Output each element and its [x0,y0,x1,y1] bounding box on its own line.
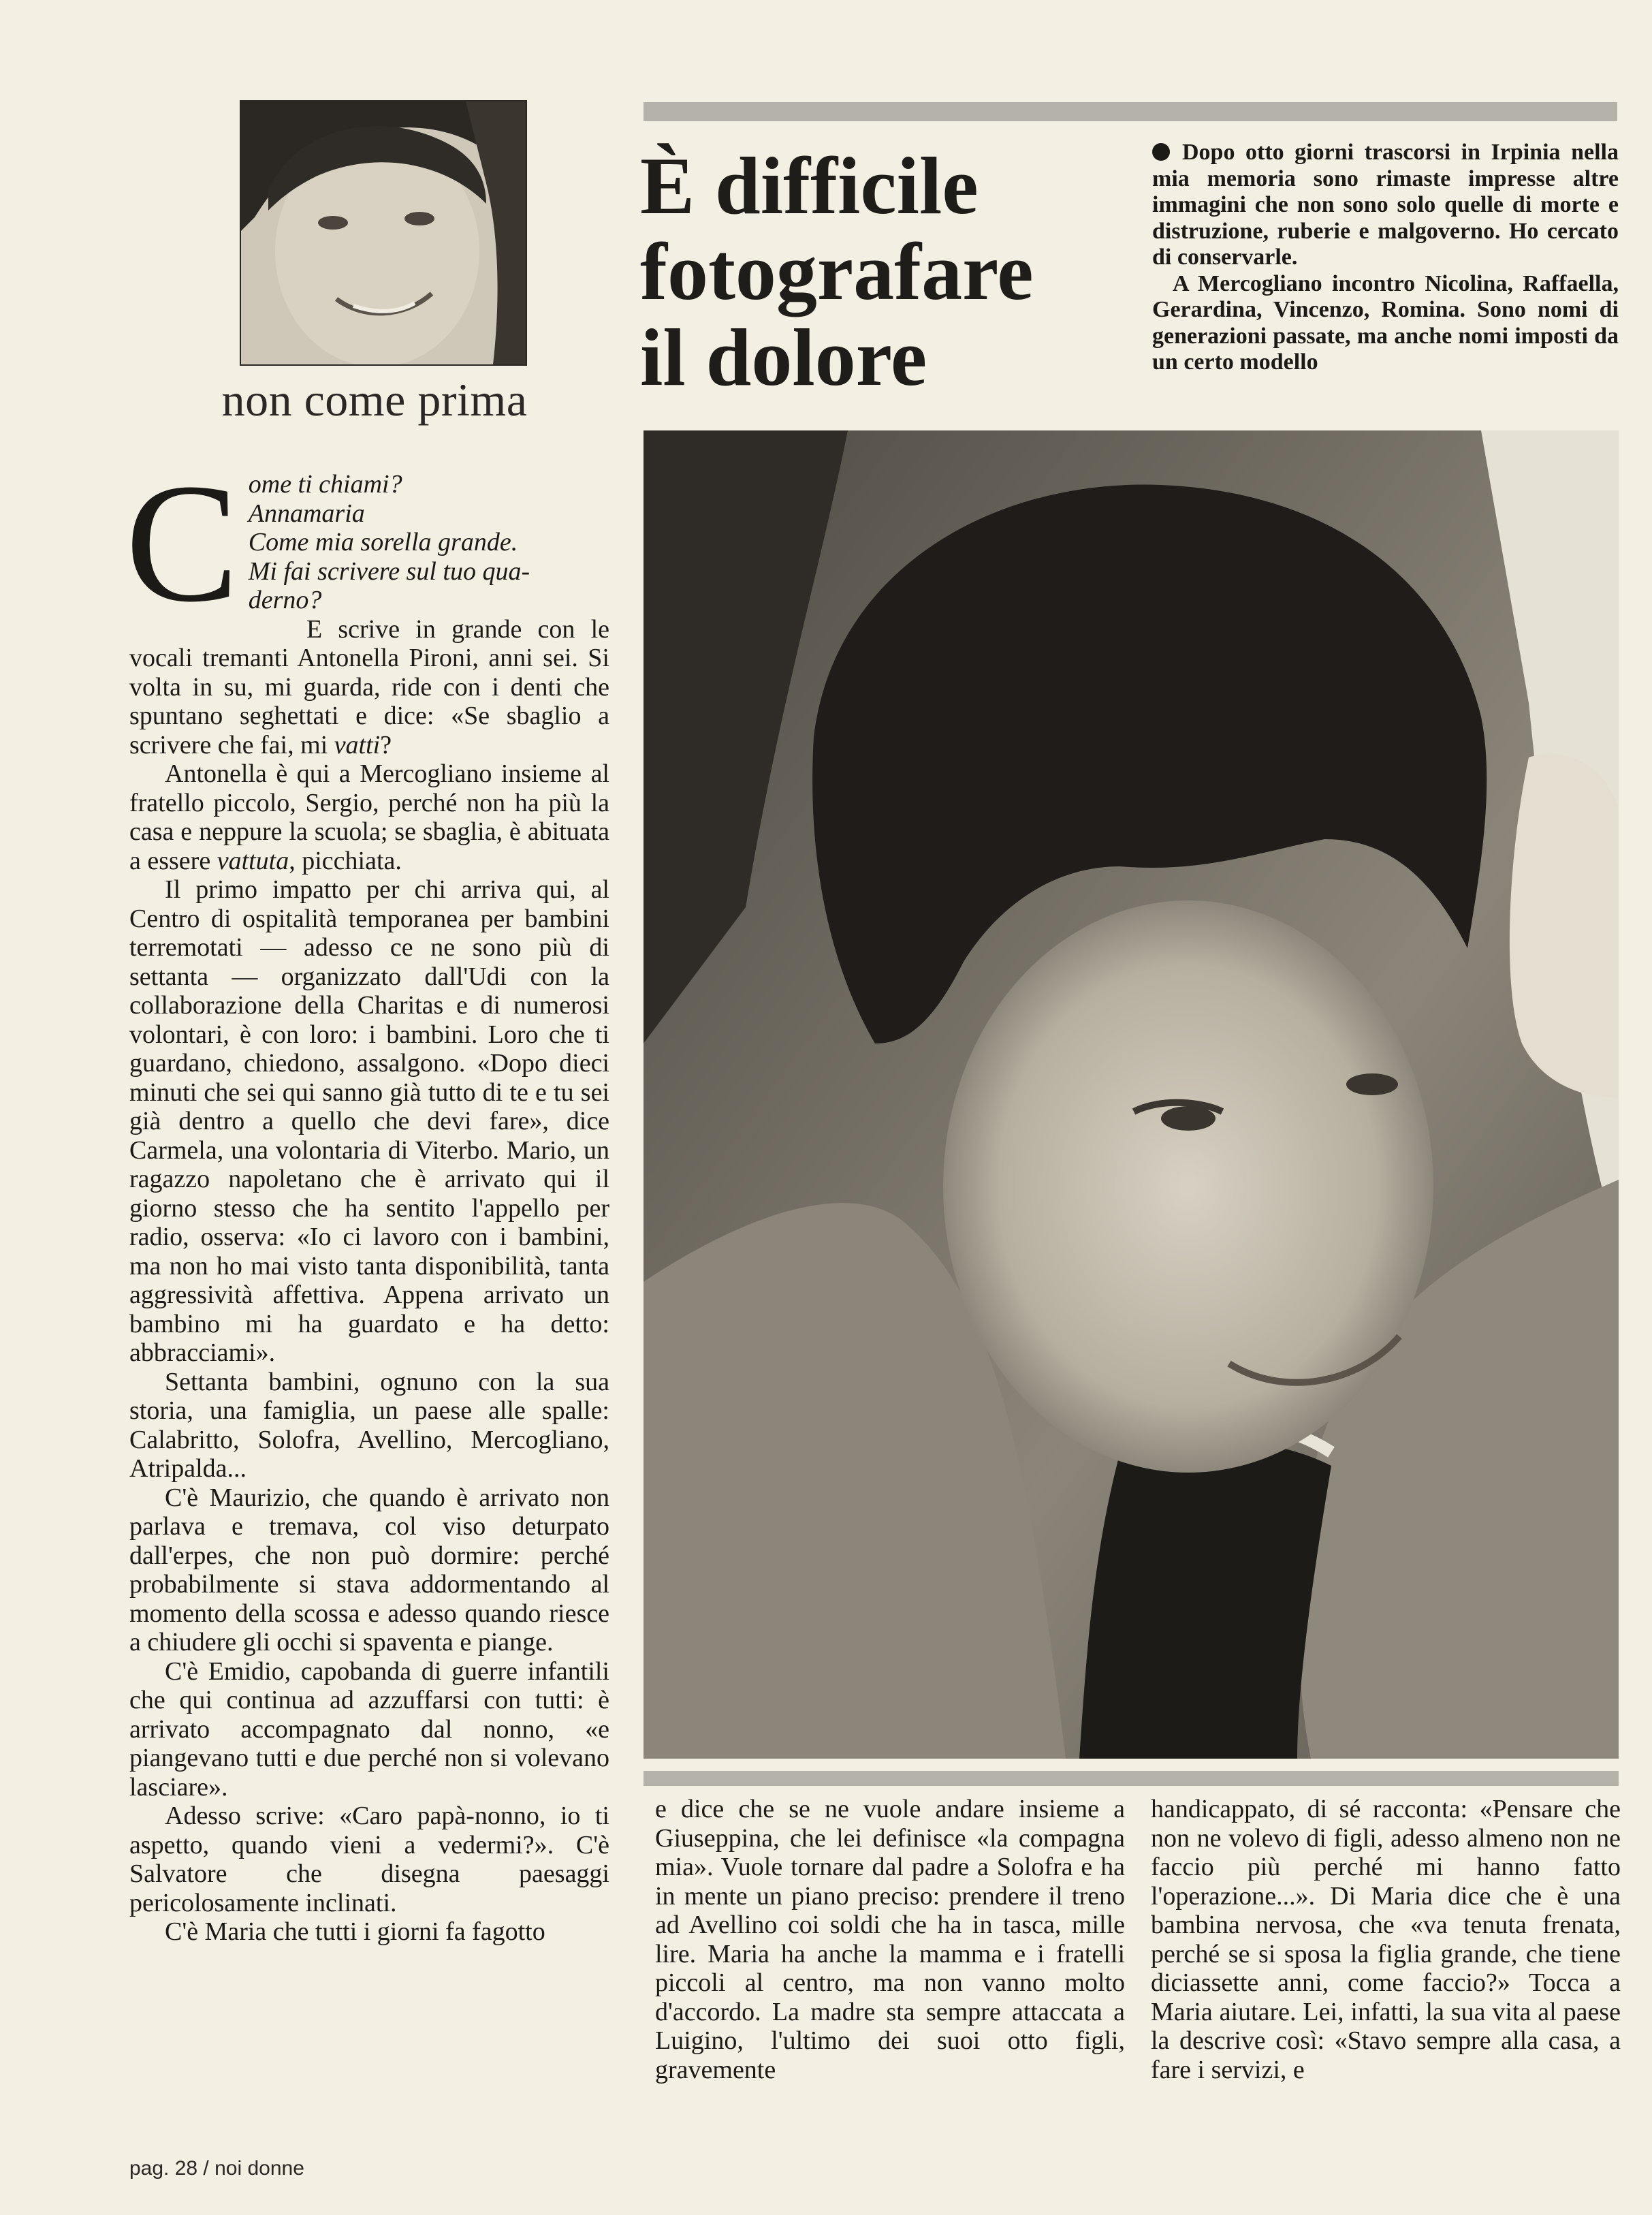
dialogue-line-4: Mi fai scrivere sul tuo qua- [248,556,530,586]
headline [640,140,1130,403]
right-paragraph: handicappato, di sé racconta: «Pensare che non ne volevo di figli, adesso almeno non ne faccio più perché mi hanno fatto l'operazione...». Di Maria dice che è una bambina nervosa, che «va tenuta frenata, perché se si sposa la figlia grande, che tiene diciassette anni, come faccio?» Tocca a Maria aiutare. Lei, infatti, la sua vita al paese la descrive così: «Stavo sempre alla casa, a fare i servizi, e [1151,1795,1621,2084]
page-footer: pag. 28 / noi donne [129,2157,304,2180]
drop-cap: C [125,449,239,638]
middle-paragraph: e dice che se ne vuole andare insieme a Giuseppina, che lei definisce «la compagna mia». Vuole tornare dal padre a Solofra e ha in mente un piano preciso: prendere il treno ad Avellino coi soldi che ha in tasca, mille lire. Maria ha anche la mamma e i fratelli piccoli al centro, ma non vanno molto d'accordo. La madre sta sempre attaccata a Luigino, l'ultimo dei suoi otto figli, gravemente [655,1795,1125,2084]
headline-line-2: fotografare [640,226,1034,317]
paragraph-8: C'è Maria che tutti i giorni fa fagotto [165,1917,545,1946]
intro-paragraph-2: A Mercogliano incontro Nicolina, Raffaella, Gerardina, Vincenzo, Romina. Sono nomi di generazioni passate, ma anche nomi imposti da un certo modello [1152,270,1619,375]
dialogue-line-2: Annamaria [248,499,365,528]
main-photo [644,430,1619,1759]
paragraph-3: Il primo impatto per chi arriva qui, al Centro di ospitalità temporanea per bambini terremotati — adesso ce ne sono più di settanta — organizzato dall'Udi con la collaborazione della Charitas e di numerosi volontari, è con loro: i bambini. Loro che ti guardano, chiedono, assalgono. «Dopo dieci minuti che sei qui sanno già tutto di te e tu sei già dentro a quello che devi fare», dice Carmela, una volontaria di Viterbo. Mario, un ragazzo napoletano che è arrivato qui il giorno stesso che ha sentito l'appello per radio, osserva: «Io ci lavoro con i bambini, ma non ho mai visto tanta disponibilità, tanta aggressività affettiva. Appena arrivato un bambino mi ha guardato e ha detto: abbracciami». [129,875,609,1367]
paragraph-1: E scrive in grande con le vocali tremanti Antonella Pironi, anni sei. Si volta in su, mi guarda, ride con i denti che spuntano seghettati e dice: «Se sbaglio a scrivere che fai, mi vatti? [129,614,609,759]
left-column [125,449,609,1947]
title-rule [644,102,1617,121]
paragraph-2: Antonella è qui a Mercogliano insieme al fratello piccolo, Sergio, perché non ha più la casa e neppure la scuola; se sbaglia, è abituata a essere vattuta, picchiata. [129,759,609,875]
kicker: non come prima [221,374,528,426]
paragraph-4: Settanta bambini, ognuno con la sua storia, una famiglia, un paese alle spalle: Calabritto, Solofra, Avellino, Mercogliano, Atripalda... [129,1367,609,1483]
middle-column [655,1795,1125,2084]
dialogue-line-3: Come mia sorella grande. [248,528,518,556]
portrait-photo [240,100,527,366]
dialogue-line-1: ome ti chiami? [248,470,402,499]
intro-block [1152,140,1619,376]
right-column [1151,1795,1621,2084]
dialogue-line-5: derno? [248,586,322,614]
headline-line-1: È difficile [640,140,979,231]
paragraph-6: C'è Emidio, capobanda di guerre infantili che qui continua ad azzuffarsi con tutti: è arrivato accompagnato dal nonno, «e piangevano tutti e due perché non si volevano lasciare». [129,1656,609,1802]
headline-line-3: il dolore [640,312,927,403]
bottom-rule [644,1771,1619,1786]
intro-paragraph-1: Dopo otto giorni trascorsi in Irpinia nella mia memoria sono rimaste impresse altre immagini che non sono solo quelle di morte e distruzione, ruberie e malgoverno. Ho cercato di conservarle. [1152,140,1619,270]
paragraph-7: Adesso scrive: «Caro papà-nonno, io ti aspetto, quando vieni a vedermi?». C'è Salvatore che disegna paesaggi pericolosamente inclinati. [129,1802,609,1917]
bullet-icon [1152,143,1170,161]
paragraph-5: C'è Maurizio, che quando è arrivato non parlava e tremava, col viso deturpato dall'erpes, che non può dormire: perché probabilmente si stava addormentando al momento della scossa e adesso quando riesce a chiudere gli occhi si spaventa e piange. [129,1483,609,1656]
